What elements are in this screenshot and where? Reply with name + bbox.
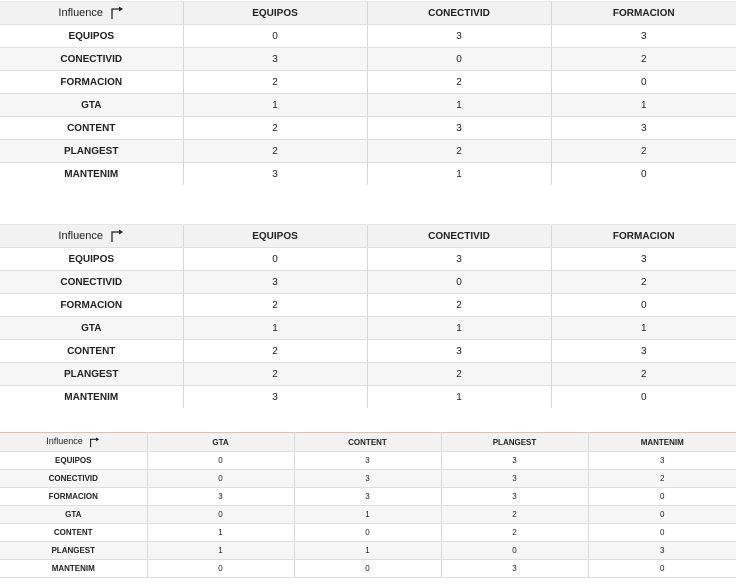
matrix-cell[interactable]: 1 — [551, 317, 736, 340]
table-row — [0, 94, 736, 117]
matrix-cell[interactable]: 3 — [367, 25, 551, 48]
matrix-cell[interactable]: 3 — [441, 488, 588, 506]
row-header: GTA — [0, 506, 147, 524]
matrix-cell[interactable]: 3 — [183, 48, 367, 71]
turn-right-arrow-icon — [89, 437, 100, 448]
matrix-cell[interactable]: 2 — [183, 140, 367, 163]
column-header[interactable]: EQUIPOS — [183, 225, 367, 248]
row-header: EQUIPOS — [0, 25, 183, 48]
row-header: PLANGEST — [0, 140, 183, 163]
row-header: FORMACION — [0, 71, 183, 94]
table-body — [0, 248, 736, 409]
matrix-cell[interactable]: 1 — [551, 94, 736, 117]
table-header-row — [0, 2, 736, 25]
matrix-cell[interactable]: 2 — [588, 470, 736, 488]
row-header: MANTENIM — [64, 168, 119, 180]
matrix-cell[interactable]: 0 — [147, 506, 294, 524]
matrix-cell[interactable]: 3 — [294, 488, 441, 506]
matrix-cell[interactable]: 3 — [441, 452, 588, 470]
matrix-cell[interactable]: 2 — [183, 294, 367, 317]
table-row — [0, 386, 736, 409]
matrix-cell[interactable]: 3 — [588, 542, 736, 560]
matrix-cell[interactable]: 3 — [367, 117, 551, 140]
table-row — [0, 363, 736, 386]
table-body — [0, 25, 736, 186]
influence-matrix-table-2 — [0, 224, 736, 408]
table-row — [0, 140, 736, 163]
row-header: EQUIPOS — [0, 452, 147, 470]
column-header[interactable]: FORMACION — [551, 225, 736, 248]
matrix-cell[interactable]: 2 — [367, 363, 551, 386]
corner-label: Influence — [58, 6, 104, 19]
column-header[interactable]: FORMACION — [551, 2, 736, 25]
matrix-cell[interactable]: 1 — [147, 524, 294, 542]
matrix-cell[interactable]: 2 — [551, 48, 736, 71]
column-header[interactable]: EQUIPOS — [183, 2, 367, 25]
column-header[interactable]: CONECTIVID — [367, 225, 551, 248]
matrix-cell[interactable]: 3 — [441, 560, 588, 578]
matrix-cell[interactable]: 3 — [551, 340, 736, 363]
matrix-cell[interactable]: 1 — [367, 386, 551, 409]
table-row — [0, 470, 736, 488]
row-header: GTA — [0, 317, 183, 340]
matrix-cell[interactable]: 2 — [183, 71, 367, 94]
row-header: CONTENT — [0, 340, 183, 363]
row-header: MANTENIM — [64, 391, 119, 403]
matrix-cell[interactable]: 2 — [551, 271, 736, 294]
matrix-cell[interactable]: 1 — [367, 163, 551, 186]
matrix-cell[interactable]: 2 — [183, 363, 367, 386]
matrix-cell[interactable]: 3 — [551, 248, 736, 271]
matrix-cell[interactable]: 2 — [551, 363, 736, 386]
corner-header — [0, 2, 183, 25]
table-row — [0, 524, 736, 542]
matrix-cell[interactable]: 0 — [147, 470, 294, 488]
table-row — [0, 248, 736, 271]
table-row — [0, 452, 736, 470]
matrix-cell[interactable]: 1 — [367, 94, 551, 117]
matrix-cell[interactable]: 3 — [588, 452, 736, 470]
matrix-cell[interactable]: 0 — [588, 524, 736, 542]
matrix-cell[interactable]: 2 — [367, 140, 551, 163]
matrix-cell[interactable]: 2 — [551, 140, 736, 163]
matrix-cell[interactable]: 0 — [441, 542, 588, 560]
matrix-cell[interactable]: 0 — [588, 560, 736, 578]
matrix-cell[interactable]: 1 — [183, 317, 367, 340]
column-header[interactable]: CONTENT — [294, 433, 441, 452]
matrix-cell[interactable]: 1 — [147, 542, 294, 560]
row-header: EQUIPOS — [0, 248, 183, 271]
matrix-cell[interactable]: 3 — [551, 117, 736, 140]
matrix-cell[interactable]: 1 — [294, 542, 441, 560]
matrix-cell[interactable]: 2 — [441, 524, 588, 542]
turn-right-arrow-icon — [110, 6, 124, 20]
corner-header — [0, 225, 183, 248]
row-header: GTA — [0, 94, 183, 117]
matrix-cell[interactable]: 1 — [294, 506, 441, 524]
matrix-cell[interactable]: 0 — [588, 506, 736, 524]
matrix-cell[interactable]: 0 — [294, 560, 441, 578]
matrix-cell[interactable]: 0 — [367, 48, 551, 71]
table-header-row — [0, 225, 736, 248]
table-row — [0, 560, 736, 578]
corner-label: Influence — [58, 229, 104, 242]
matrix-cell[interactable]: 2 — [367, 71, 551, 94]
influence-matrix-table-1 — [0, 1, 736, 185]
matrix-cell[interactable]: 0 — [551, 386, 736, 409]
column-header[interactable]: GTA — [147, 433, 294, 452]
influence-matrix-table-3 — [0, 432, 736, 578]
matrix-cell[interactable]: 1 — [183, 94, 367, 117]
row-header: CONTENT — [0, 117, 183, 140]
matrix-cell[interactable]: 0 — [147, 560, 294, 578]
table-row — [0, 542, 736, 560]
table-row — [0, 48, 736, 71]
table-header-row — [0, 433, 736, 452]
table-row — [0, 294, 736, 317]
matrix-cell[interactable]: 0 — [147, 452, 294, 470]
matrix-cell[interactable]: 3 — [183, 163, 367, 186]
row-header: CONECTIVID — [0, 470, 147, 488]
matrix-cell[interactable]: 2 — [441, 506, 588, 524]
matrix-cell[interactable]: 0 — [183, 248, 367, 271]
matrix-cell[interactable]: 0 — [588, 488, 736, 506]
row-header: PLANGEST — [0, 363, 183, 386]
matrix-cell[interactable]: 0 — [551, 294, 736, 317]
matrix-cell[interactable]: 3 — [551, 25, 736, 48]
matrix-cell[interactable]: 0 — [367, 271, 551, 294]
table-row — [0, 340, 736, 363]
matrix-cell[interactable]: 3 — [294, 452, 441, 470]
row-header: FORMACION — [0, 488, 147, 506]
matrix-cell[interactable]: 3 — [367, 340, 551, 363]
matrix-cell[interactable]: 0 — [294, 524, 441, 542]
row-header: FORMACION — [0, 294, 183, 317]
matrix-cell[interactable]: 2 — [183, 340, 367, 363]
matrix-cell[interactable]: 2 — [183, 117, 367, 140]
table-body — [0, 452, 736, 578]
matrix-cell[interactable]: 0 — [183, 25, 367, 48]
matrix-cell[interactable]: 3 — [183, 386, 367, 409]
matrix-cell[interactable]: 3 — [183, 271, 367, 294]
matrix-cell[interactable]: 1 — [367, 317, 551, 340]
row-header: PLANGEST — [0, 542, 147, 560]
column-header[interactable]: CONECTIVID — [367, 2, 551, 25]
table-row — [0, 488, 736, 506]
turn-right-arrow-icon — [110, 229, 124, 243]
row-header: CONTENT — [0, 524, 147, 542]
table-row — [0, 163, 736, 186]
row-header: MANTENIM — [0, 560, 147, 578]
table-row — [0, 271, 736, 294]
table-row — [0, 317, 736, 340]
matrix-cell[interactable]: 0 — [551, 163, 736, 186]
column-header[interactable]: PLANGEST — [441, 433, 588, 452]
table-row — [0, 117, 736, 140]
matrix-cell[interactable]: 3 — [367, 248, 551, 271]
corner-label: Influence — [46, 436, 83, 447]
matrix-cell[interactable]: 3 — [441, 470, 588, 488]
matrix-cell[interactable]: 0 — [551, 71, 736, 94]
column-header[interactable]: MANTENIM — [588, 433, 736, 452]
row-header: CONECTIVID — [0, 48, 183, 71]
matrix-cell[interactable]: 2 — [367, 294, 551, 317]
corner-header — [0, 433, 147, 452]
table-row — [0, 506, 736, 524]
table-row — [0, 71, 736, 94]
table-row — [0, 25, 736, 48]
row-header: CONECTIVID — [0, 271, 183, 294]
matrix-cell[interactable]: 3 — [294, 470, 441, 488]
matrix-cell[interactable]: 3 — [147, 488, 294, 506]
